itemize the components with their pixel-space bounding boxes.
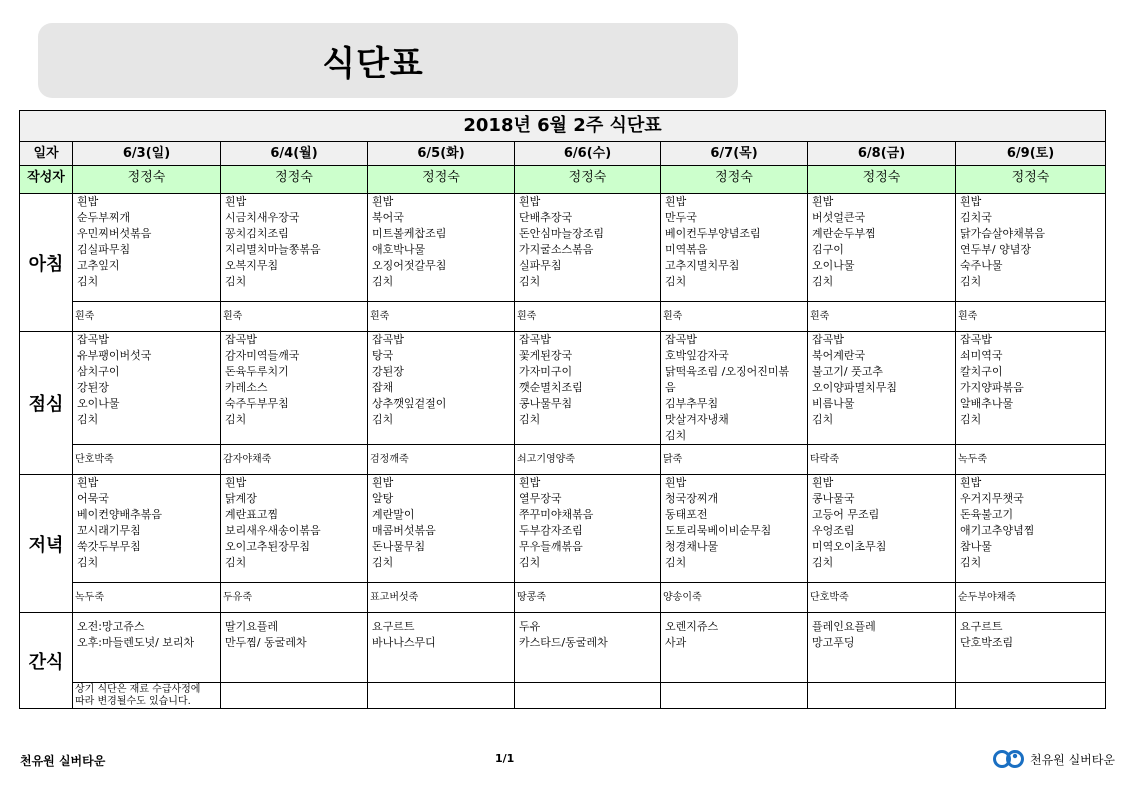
menu-item: 알배추나물 xyxy=(960,397,1014,410)
menu-item: 계란표고찜 xyxy=(225,508,279,521)
menu-cell xyxy=(808,194,956,302)
date-cell: 6/6(수) xyxy=(515,142,661,166)
menu-item: 흰밥 xyxy=(519,195,541,208)
porridge-cell: 땅콩죽 xyxy=(515,583,661,613)
menu-item: 김치 xyxy=(372,413,394,426)
page-title-box xyxy=(38,23,738,98)
menu-item: 고추잎지 xyxy=(77,259,120,272)
menu-item: 꽃게된장국 xyxy=(519,349,573,362)
menu-item: 무우들깨볶음 xyxy=(519,540,583,553)
writer-cell: 정정숙 xyxy=(661,166,808,194)
menu-item: 베이컨두부양념조림 xyxy=(665,227,761,240)
menu-item: 흰밥 xyxy=(665,195,687,208)
menu-item: 삼치구이 xyxy=(77,365,120,378)
menu-item: 오이양파멸치무침 xyxy=(812,381,898,394)
menu-item: 김치 xyxy=(812,413,834,426)
menu-item: 가지굴소스볶음 xyxy=(519,243,594,256)
menu-item: 가지양파볶음 xyxy=(960,381,1024,394)
porridge-cell: 흰죽 xyxy=(808,302,956,332)
menu-item: 탕국 xyxy=(372,349,394,362)
porridge-cell: 흰죽 xyxy=(956,302,1106,332)
menu-item: 음 xyxy=(665,381,676,394)
menu-item: 잡곡밥 xyxy=(519,333,551,346)
menu-item: 두부감자조림 xyxy=(519,524,583,537)
menu-item: 유부팽이버섯국 xyxy=(77,349,152,362)
menu-cell xyxy=(808,475,956,583)
porridge-cell: 양송이죽 xyxy=(661,583,808,613)
page-title: 식단표 xyxy=(322,44,424,84)
menu-cell xyxy=(661,613,808,683)
notice-line: 따라 변경될수도 있습니다. xyxy=(75,695,191,707)
menu-item: 김치 xyxy=(225,275,247,288)
menu-item: 매콤버섯볶음 xyxy=(372,524,436,537)
menu-item: 흰밥 xyxy=(372,195,394,208)
menu-item: 고등어 무조림 xyxy=(812,508,880,521)
menu-item: 잡곡밥 xyxy=(77,333,109,346)
menu-item: 김치 xyxy=(812,275,834,288)
menu-item: 김치 xyxy=(77,556,99,569)
menu-item: 김부추무침 xyxy=(665,397,719,410)
notice-line: 상기 식단은 재료 수급사정에 xyxy=(75,683,201,695)
menu-cell xyxy=(808,613,956,683)
meal-label: 저녁 xyxy=(20,475,73,613)
date-header-label: 일자 xyxy=(20,142,73,166)
menu-item: 김치 xyxy=(225,556,247,569)
menu-item: 김치 xyxy=(960,556,982,569)
writer-cell: 정정숙 xyxy=(956,166,1106,194)
empty-cell xyxy=(221,683,368,709)
menu-item: 사과 xyxy=(665,636,687,649)
menu-item: 잡곡밥 xyxy=(812,333,844,346)
meal-label: 아침 xyxy=(20,194,73,332)
menu-item: 콩나물국 xyxy=(812,492,855,505)
menu-item: 지리멸치마늘쫑볶음 xyxy=(225,243,321,256)
menu-item: 청국장찌개 xyxy=(665,492,719,505)
menu-item: 오렌지쥬스 xyxy=(665,620,719,633)
empty-cell xyxy=(956,683,1106,709)
date-cell: 6/5(화) xyxy=(368,142,515,166)
meal-label: 간식 xyxy=(20,613,73,709)
menu-cell xyxy=(956,613,1106,683)
menu-item: 오이고추된장무침 xyxy=(225,540,311,553)
menu-item: 김치 xyxy=(519,556,541,569)
menu-item: 잡곡밥 xyxy=(960,333,992,346)
menu-cell xyxy=(73,613,221,683)
menu-item: 만두국 xyxy=(665,211,697,224)
footer-logo-text: 천유원 실버타운 xyxy=(1030,752,1115,767)
menu-item: 어묵국 xyxy=(77,492,109,505)
menu-cell xyxy=(368,475,515,583)
porridge-row xyxy=(20,445,1106,475)
menu-item: 콩나물무침 xyxy=(519,397,573,410)
porridge-row xyxy=(20,583,1106,613)
menu-item: 오징어젓갈무침 xyxy=(372,259,447,272)
menu-item: 실파무침 xyxy=(519,259,562,272)
writer-cell: 정정숙 xyxy=(221,166,368,194)
menu-cell xyxy=(808,332,956,445)
menu-item: 김치 xyxy=(225,413,247,426)
menu-item: 김치 xyxy=(812,556,834,569)
menu-item: 오후:마들렌도넛/ 보리차 xyxy=(77,636,195,649)
menu-cell xyxy=(368,194,515,302)
menu-item: 쇠미역국 xyxy=(960,349,1003,362)
menu-item: 두유 xyxy=(519,620,541,633)
menu-item: 흰밥 xyxy=(519,476,541,489)
date-cell: 6/8(금) xyxy=(808,142,956,166)
menu-item: 잡곡밥 xyxy=(225,333,257,346)
footer-page-number: 1/1 xyxy=(495,752,515,765)
menu-item: 닭떡육조림 /오징어진미볶 xyxy=(665,365,790,378)
menu-cell xyxy=(368,613,515,683)
menu-item: 김치 xyxy=(77,275,99,288)
menu-item: 가자미구이 xyxy=(519,365,573,378)
menu-cell xyxy=(221,194,368,302)
footer-org-name: 천유원 실버타운 xyxy=(20,754,106,768)
table-title: 2018년 6월 2주 식단표 xyxy=(20,111,1106,142)
menu-cell xyxy=(661,475,808,583)
menu-item: 돈육불고기 xyxy=(960,508,1014,521)
porridge-row xyxy=(20,683,1106,709)
writer-header-label: 작성자 xyxy=(20,166,73,194)
porridge-cell: 단호박죽 xyxy=(808,583,956,613)
porridge-cell: 순두부야채죽 xyxy=(956,583,1106,613)
menu-item: 단배추장국 xyxy=(519,211,573,224)
menu-item: 북어국 xyxy=(372,211,404,224)
menu-item: 흰밥 xyxy=(372,476,394,489)
porridge-cell: 녹두죽 xyxy=(956,445,1106,475)
menu-item: 흰밥 xyxy=(812,195,834,208)
menu-item: 꽁치김치조림 xyxy=(225,227,289,240)
menu-item: 우거지무챗국 xyxy=(960,492,1024,505)
menu-item: 김치 xyxy=(665,556,687,569)
menu-item: 고추지멸치무침 xyxy=(665,259,740,272)
meal-row xyxy=(20,332,1106,445)
date-cell: 6/7(목) xyxy=(661,142,808,166)
writer-cell: 정정숙 xyxy=(368,166,515,194)
menu-item: 참나물 xyxy=(960,540,992,553)
menu-item: 흰밥 xyxy=(77,195,99,208)
menu-item: 닭가슴살야채볶음 xyxy=(960,227,1046,240)
menu-item: 계란순두부찜 xyxy=(812,227,876,240)
empty-cell xyxy=(368,683,515,709)
menu-item: 순두부찌개 xyxy=(77,211,131,224)
menu-item: 호박잎감자국 xyxy=(665,349,729,362)
menu-item: 바나나스무디 xyxy=(372,636,436,649)
writer-cell: 정정숙 xyxy=(808,166,956,194)
menu-item: 쑥갓두부무침 xyxy=(77,540,141,553)
footer-logo xyxy=(993,747,1115,771)
menu-item: 맛살겨자냉채 xyxy=(665,413,729,426)
menu-item: 비름나물 xyxy=(812,397,855,410)
porridge-cell: 흰죽 xyxy=(73,302,221,332)
menu-item: 베이컨양배추볶음 xyxy=(77,508,163,521)
menu-cell xyxy=(661,194,808,302)
menu-item: 플레인요플레 xyxy=(812,620,876,633)
menu-item: 불고기/ 풋고추 xyxy=(812,365,883,378)
date-cell: 6/3(일) xyxy=(73,142,221,166)
menu-item: 카레소스 xyxy=(225,381,268,394)
menu-item: 상추깻잎겉절이 xyxy=(372,397,447,410)
porridge-row xyxy=(20,302,1106,332)
menu-cell xyxy=(515,613,661,683)
menu-item: 애호박나물 xyxy=(372,243,426,256)
menu-item: 애기고추양념찜 xyxy=(960,524,1035,537)
menu-item: 북어계란국 xyxy=(812,349,866,362)
menu-item: 카스타드/동굴레차 xyxy=(519,636,608,649)
menu-item: 돈육두루치기 xyxy=(225,365,289,378)
porridge-cell: 두유죽 xyxy=(221,583,368,613)
empty-cell xyxy=(515,683,661,709)
porridge-cell: 쇠고기영양죽 xyxy=(515,445,661,475)
menu-cell xyxy=(368,332,515,445)
menu-cell xyxy=(956,475,1106,583)
logo-icon xyxy=(993,747,1027,771)
porridge-cell: 흰죽 xyxy=(515,302,661,332)
porridge-cell: 타락죽 xyxy=(808,445,956,475)
menu-item: 미역오이초무침 xyxy=(812,540,887,553)
writer-cell: 정정숙 xyxy=(73,166,221,194)
meal-row xyxy=(20,194,1106,302)
menu-cell xyxy=(221,475,368,583)
menu-item: 시금치새우장국 xyxy=(225,211,300,224)
menu-item: 알탕 xyxy=(372,492,394,505)
menu-cell xyxy=(515,475,661,583)
menu-item: 강된장 xyxy=(372,365,404,378)
menu-item: 잡채 xyxy=(372,381,394,394)
menu-item: 열무장국 xyxy=(519,492,562,505)
meal-row xyxy=(20,613,1106,683)
menu-item: 미트볼케찹조림 xyxy=(372,227,447,240)
notice-cell xyxy=(73,683,221,709)
menu-item: 김실파무침 xyxy=(77,243,131,256)
menu-item: 흰밥 xyxy=(77,476,99,489)
menu-item: 요구르트 xyxy=(960,620,1003,633)
menu-item: 우엉조림 xyxy=(812,524,855,537)
menu-item: 오복지무침 xyxy=(225,259,279,272)
porridge-cell: 녹두죽 xyxy=(73,583,221,613)
menu-item: 숙주나물 xyxy=(960,259,1003,272)
menu-cell xyxy=(221,332,368,445)
menu-cell xyxy=(73,194,221,302)
menu-cell xyxy=(956,332,1106,445)
menu-item: 꼬시래기무침 xyxy=(77,524,141,537)
menu-item: 숙주두부무침 xyxy=(225,397,289,410)
menu-cell xyxy=(515,332,661,445)
menu-item: 김치 xyxy=(665,275,687,288)
menu-item: 돈안심마늘장조림 xyxy=(519,227,605,240)
menu-item: 감자미역들깨국 xyxy=(225,349,300,362)
menu-table xyxy=(19,110,1106,709)
menu-cell xyxy=(661,332,808,445)
porridge-cell: 감자야채죽 xyxy=(221,445,368,475)
empty-cell xyxy=(808,683,956,709)
menu-item: 닭계장 xyxy=(225,492,257,505)
menu-cell xyxy=(73,332,221,445)
menu-item: 김구이 xyxy=(812,243,844,256)
menu-item: 오이나물 xyxy=(77,397,120,410)
porridge-cell: 단호박죽 xyxy=(73,445,221,475)
menu-item: 잡곡밥 xyxy=(665,333,697,346)
menu-item: 김치 xyxy=(960,275,982,288)
porridge-cell: 흰죽 xyxy=(661,302,808,332)
menu-item: 쭈꾸미야채볶음 xyxy=(519,508,594,521)
menu-item: 오전:망고쥬스 xyxy=(77,620,145,633)
meal-label: 점심 xyxy=(20,332,73,475)
menu-item: 김치 xyxy=(372,556,394,569)
menu-item: 망고푸딩 xyxy=(812,636,855,649)
menu-item: 청경채나물 xyxy=(665,540,719,553)
meal-row xyxy=(20,475,1106,583)
menu-item: 동태포전 xyxy=(665,508,708,521)
menu-item: 김치 xyxy=(519,413,541,426)
menu-item: 요구르트 xyxy=(372,620,415,633)
menu-item: 딸기요플레 xyxy=(225,620,279,633)
menu-item: 우민찌버섯볶음 xyxy=(77,227,152,240)
menu-cell xyxy=(73,475,221,583)
menu-item: 계란말이 xyxy=(372,508,415,521)
menu-item: 돈나물무침 xyxy=(372,540,426,553)
writer-cell: 정정숙 xyxy=(515,166,661,194)
menu-item: 잡곡밥 xyxy=(372,333,404,346)
menu-item: 김치국 xyxy=(960,211,992,224)
porridge-cell: 닭죽 xyxy=(661,445,808,475)
menu-item: 만두찜/ 동굴레차 xyxy=(225,636,307,649)
menu-item: 강된장 xyxy=(77,381,109,394)
porridge-cell: 흰죽 xyxy=(368,302,515,332)
menu-item: 단호박조림 xyxy=(960,636,1014,649)
porridge-cell: 흰죽 xyxy=(221,302,368,332)
menu-item: 보리새우새송이볶음 xyxy=(225,524,321,537)
menu-item: 김치 xyxy=(960,413,982,426)
menu-item: 오이나물 xyxy=(812,259,855,272)
menu-item: 흰밥 xyxy=(812,476,834,489)
menu-item: 흰밥 xyxy=(225,195,247,208)
menu-item: 흰밥 xyxy=(225,476,247,489)
menu-item: 김치 xyxy=(372,275,394,288)
menu-cell xyxy=(515,194,661,302)
menu-item: 버섯얼큰국 xyxy=(812,211,866,224)
menu-item: 김치 xyxy=(77,413,99,426)
date-cell: 6/4(월) xyxy=(221,142,368,166)
menu-item: 칼치구이 xyxy=(960,365,1003,378)
empty-cell xyxy=(661,683,808,709)
menu-item: 흰밥 xyxy=(960,195,982,208)
menu-item: 김치 xyxy=(665,429,687,442)
menu-item: 깻순멸치조림 xyxy=(519,381,583,394)
menu-item: 흰밥 xyxy=(665,476,687,489)
menu-item: 김치 xyxy=(519,275,541,288)
porridge-cell: 검정깨죽 xyxy=(368,445,515,475)
menu-item: 연두부/ 양념장 xyxy=(960,243,1031,256)
menu-cell xyxy=(221,613,368,683)
porridge-cell: 표고버섯죽 xyxy=(368,583,515,613)
menu-item: 흰밥 xyxy=(960,476,982,489)
date-cell: 6/9(토) xyxy=(956,142,1106,166)
menu-item: 도토리묵베이비순무침 xyxy=(665,524,772,537)
menu-item: 미역볶음 xyxy=(665,243,708,256)
menu-cell xyxy=(956,194,1106,302)
